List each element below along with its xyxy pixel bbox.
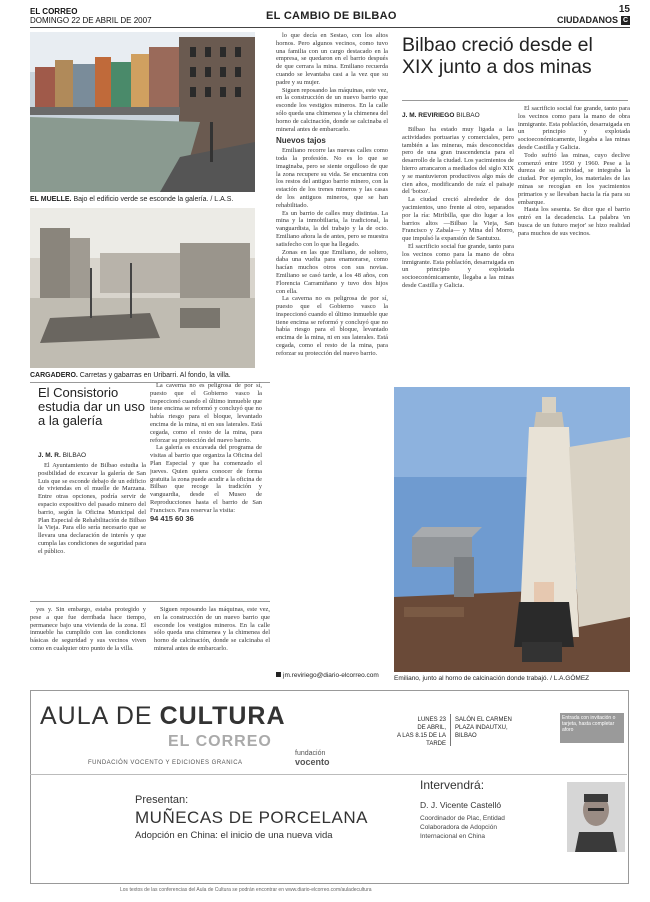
story3-paragraph: El sacrificio social fue grande, tanto para los vecinos como para la mano de obra inmigrante. Esta población, desarraigada en un principio y explotada socioeconómicamente, llegaba a las minas desde Castilla y Galicia. <box>518 105 630 151</box>
story2-paragraph: Zonas en las que Emiliano, de soltero, daba una vuelta para enamorarse, como hacían muchos otros con sus novias. Emiliano se casó tarde, a los 48 años, con Florencia Carramiñano y tuvo dos hijos con ella. <box>276 248 388 295</box>
author-email-text: jm.reviriego@diario-elcorreo.com <box>283 672 379 679</box>
caption-label: EL MUELLE. <box>30 196 72 203</box>
ad-title-b: CULTURA <box>159 702 286 730</box>
ad-title-a: AULA DE <box>40 702 153 730</box>
story3-city: BILBAO <box>456 112 480 119</box>
ad-speaker: D. J. Vicente Castelló <box>420 800 502 810</box>
ad-subtitle: EL CORREO <box>168 733 272 750</box>
ad-title <box>40 702 286 731</box>
ad-sponsors <box>88 760 243 766</box>
story1-paragraph: El Ayuntamiento de Bilbao estudia la posibilidad de excavar la galería de San Luis que se esconde debajo de un edificio de viviendas en el muelle de Marzana. Entre otras opciones, podría servir de espacio expositivo del pasado minero del barrio, según la Oficina Municipal del Plan Especial de Rehabilitación de Bilbao la Vieja. Para ello sería necesario que se llevara una declaración de interés y que cumpla las condiciones de seguridad para el público. <box>38 462 146 555</box>
story3-paragraph: Bilbao ha estado muy ligada a las actividades portuarias y comerciales, pero también a las mineras, más desconocidas pero de una gran trascendencia para el desarrollo de la ciudad. Los yacimientos de hierro arrancaron a mediados del siglo XIX y se mantuvieron productivos algo más de cien años, modificando de raíz el paisaje del 'botxo'. <box>402 126 514 196</box>
ad-when <box>384 716 446 748</box>
ad-where-1: SALÓN EL CARMEN <box>455 717 512 723</box>
ad-where <box>455 716 512 740</box>
story2-paragraph: lo que decía en Sestao, con los altos hornos. Pero algunos vecinos, como tuvo una familia con un cargo destacado en la empresa, se quedaron en el barrio después de que cerrara la mina. Emiliano recuerda cuando se levantaba casi a la vez que su padre y su mujer. <box>276 32 388 86</box>
photo-muelle-image <box>30 32 255 192</box>
story1-city: BILBAO <box>62 452 87 459</box>
story1-continuation <box>30 606 270 684</box>
story3-paragraph: Todo sufrió las minas, cuyo declive comenzó entre 1950 y 1960. Pese a la dureza de su actividad, se integraba la ciudad. Por ejemplo, los materiales de las minas se recogían en los yacimientos primarios y se llevaban hacia la ría para su embarque. <box>518 151 630 206</box>
story3-col1 <box>402 126 514 384</box>
ad-lower-rule <box>30 774 627 775</box>
ad-note-text: Entrada con invitación o tarjeta, hasta completar aforo <box>562 715 616 733</box>
section-name: CIUDADANOS <box>556 15 618 25</box>
story1-col1 <box>38 462 146 598</box>
story1-paragraph: yes y. Sin embargo, estaba protegido y pese a que fue derribada hace tiempo, permanece bajo una vivienda de la zona. El inmueble ha cumplido con las condiciones básicas de seguridad y sus vecinos viven como en cualquier otro punto de la villa. <box>30 606 146 652</box>
sponsor-logo-a: fundación <box>295 750 326 757</box>
caption-text: Carretas y gabarras en Uribarri. Al fondo, la villa. <box>79 372 231 379</box>
story3-byline <box>402 112 480 119</box>
header-rule <box>30 27 630 28</box>
ad-role-1: Coordinador de Plac, Entidad <box>420 815 505 822</box>
story1-paragraph: La caverna no es peligrosa de por sí, puesto que el Gobierno vasco la inspeccionó cuando el último inmueble que tiene encima se reformó y concluyó que no había riesgo para el bloque, levantado encima de la mina, ni en sus laterales. Está cegada, como el resto de la mina, para reforzar su protección del nuevo barrio. <box>150 382 262 444</box>
story3-headline: Bilbao creció desde el XIX junto a dos minas <box>402 34 593 78</box>
ad-speaker-role <box>420 814 505 841</box>
sponsor-logo <box>295 750 330 766</box>
ad-when-3: A LAS 8.15 DE LA TARDE <box>396 733 446 747</box>
story2-subhead: Nuevos tajos <box>276 136 326 146</box>
story1-author: J. M. R. <box>38 452 61 459</box>
photo-horno <box>394 387 630 672</box>
story1-byline <box>38 452 86 459</box>
story3-rule <box>402 100 628 101</box>
ad-where-3: BILBAO <box>455 733 477 739</box>
ad-presents: Presentan: <box>135 794 189 806</box>
photo-horno-caption <box>394 674 630 683</box>
photo-muelle-caption <box>30 195 255 204</box>
ad-role-3: Internacional en China <box>420 833 486 840</box>
caption-text: Bajo el edificio verde se esconde la galería. <box>73 196 209 203</box>
ad-role-2: Colaboradora de Adopción <box>420 824 497 831</box>
story3-paragraph: La ciudad creció alrededor de dos yacimientos, uno frente al otro, separados por la ría: Miribilla, que dio lugar a los barrios altos —Bilbao la Vieja, San Francisco y Zabala— y Mina del Morro, que impulsó la expansión de Santutxu. <box>402 196 514 243</box>
story2-paragraph: La caverna no es peligrosa de por sí, puesto que el Gobierno vasco la inspeccionó cuando el último inmueble que tiene encima se reformó y concluyó que no había riesgo para el bloque, levantado encima de la mina, ni en sus laterales. Está cegada, como el resto de la mina, para reforzar su protección del nuevo barrio. <box>276 295 388 357</box>
story2-col <box>276 32 388 652</box>
photo-cargadero-caption <box>30 371 255 380</box>
section-title: EL CAMBIO DE BILBAO <box>266 10 397 22</box>
section-letter: C <box>622 17 629 25</box>
story2-paragraph: Siguen reposando las máquinas, este vez, en la construcción de un nuevo barrio que esconde los vestigios mineros. En la calle sólo queda una chimenea y la chimenea del horno de calcinación, donde se calcinaba el mineral antes de embarcarlo. <box>276 86 388 133</box>
story2-paragraph: Es un barrio de calles muy distintas. La mina y la inmobiliaria, la tradicional, la vanguardista, la del trabajo y la de ocio. Emiliano añora la de antes, pero se muestra satisfecho con lo que ha llegado. <box>276 209 388 248</box>
speaker-portrait-image <box>567 782 625 852</box>
caption-credit: / L.A.S. <box>210 196 234 203</box>
paper-name: EL CORREO <box>30 7 78 16</box>
author-email <box>276 672 379 679</box>
ad-speaks: Intervendrá: <box>420 778 485 792</box>
photo-cargadero-image <box>30 208 255 368</box>
page-number: 15 <box>618 4 630 15</box>
page-footer: Los textos de las conferencias del Aula de Cultura se podrán encontrar en www.diario-elcorreo.com/auladecultura <box>120 887 372 893</box>
ad-book-subtitle: Adopción en China: el inicio de una nueva vida <box>135 830 333 841</box>
story1-paragraph: La galería es excavada del programa de visitas al barrio que organiza la Oficina del Plan Especial y que ha comenzado el jueves. Quien quiera conocer de forma gratuita la zona puede acudir a la oficina de Bilbao que recoge la tradición y vanguardia, desde el Museo de Reproducciones hasta el barrio de San Francisco. Para reservar la visita: <box>150 444 262 514</box>
ad-where-2: PLAZA INDAUTXU, <box>455 725 508 731</box>
story1-headline: El Consistorio estudia dar un uso a la galería <box>38 385 145 428</box>
story3-paragraph: El sacrificio social fue grande, tanto para los vecinos como para la mano de obra inmigrante. Esta población, desarraigada en un principio y explotada socioeconómicamente, llegaba a las minas desde Castilla y Galicia. <box>402 242 514 289</box>
story2-paragraph: Siguen reposando las máquinas, este vez, en la construcción de un nuevo barrio que esconde los vestigios mineros. En la calle sólo queda una chimenea y la chimenea del horno de calcinación, donde se calcinaba el mineral antes de embarcarlo. <box>154 606 270 652</box>
story2-paragraph: Emiliano recorre las nuevas calles como toda la profesión. No es lo que se imaginaba, pero se siente orgulloso de que la zona recupere su vida. Se encuentra con los restos del antiguo barrio minero, con la estación de los trenes mineros y las casas de los antiguos mineros, que se han rehabilitado. <box>276 147 388 209</box>
speaker-portrait <box>567 782 625 852</box>
photo-cargadero <box>30 208 255 368</box>
story1-col2 <box>150 382 262 598</box>
caption-text: junto al horno de calcinación donde trabajó. <box>422 675 549 682</box>
caption-credit: / L.A.GÓMEZ <box>550 675 590 682</box>
ad-divider <box>450 714 451 746</box>
story3-author: J. M. REVIRIEGO <box>402 112 455 119</box>
masthead-left <box>30 7 152 25</box>
sponsor-logo-b: vocento <box>295 757 330 767</box>
story1-phone: 94 415 60 36 <box>150 513 194 523</box>
caption-label: CARGADERO. <box>30 372 78 379</box>
photo-muelle <box>30 32 255 192</box>
story3-paragraph: Hasta los sesenta. Se dice que el barrio entró en la decadencia. La palabra 'en busca de un futuro mejor' se hizo realidad para muchos de sus vecinos. <box>518 206 630 237</box>
ad-when-2: DE ABRIL, <box>417 725 446 731</box>
ad-sponsors-text: FUNDACIÓN VOCENTO Y EDICIONES GRANICA <box>88 760 243 766</box>
photo-horno-image <box>394 387 630 672</box>
email-icon <box>276 672 281 677</box>
ad-book-title: MUÑECAS DE PORCELANA <box>135 808 368 827</box>
story3-col2 <box>518 105 630 383</box>
masthead-right <box>557 4 630 25</box>
caption-label: Emiliano, <box>394 675 421 682</box>
ad-note <box>560 713 624 743</box>
ad-when-1: LUNES 23 <box>417 717 446 723</box>
edition-date: DOMINGO 22 DE ABRIL DE 2007 <box>30 16 152 25</box>
